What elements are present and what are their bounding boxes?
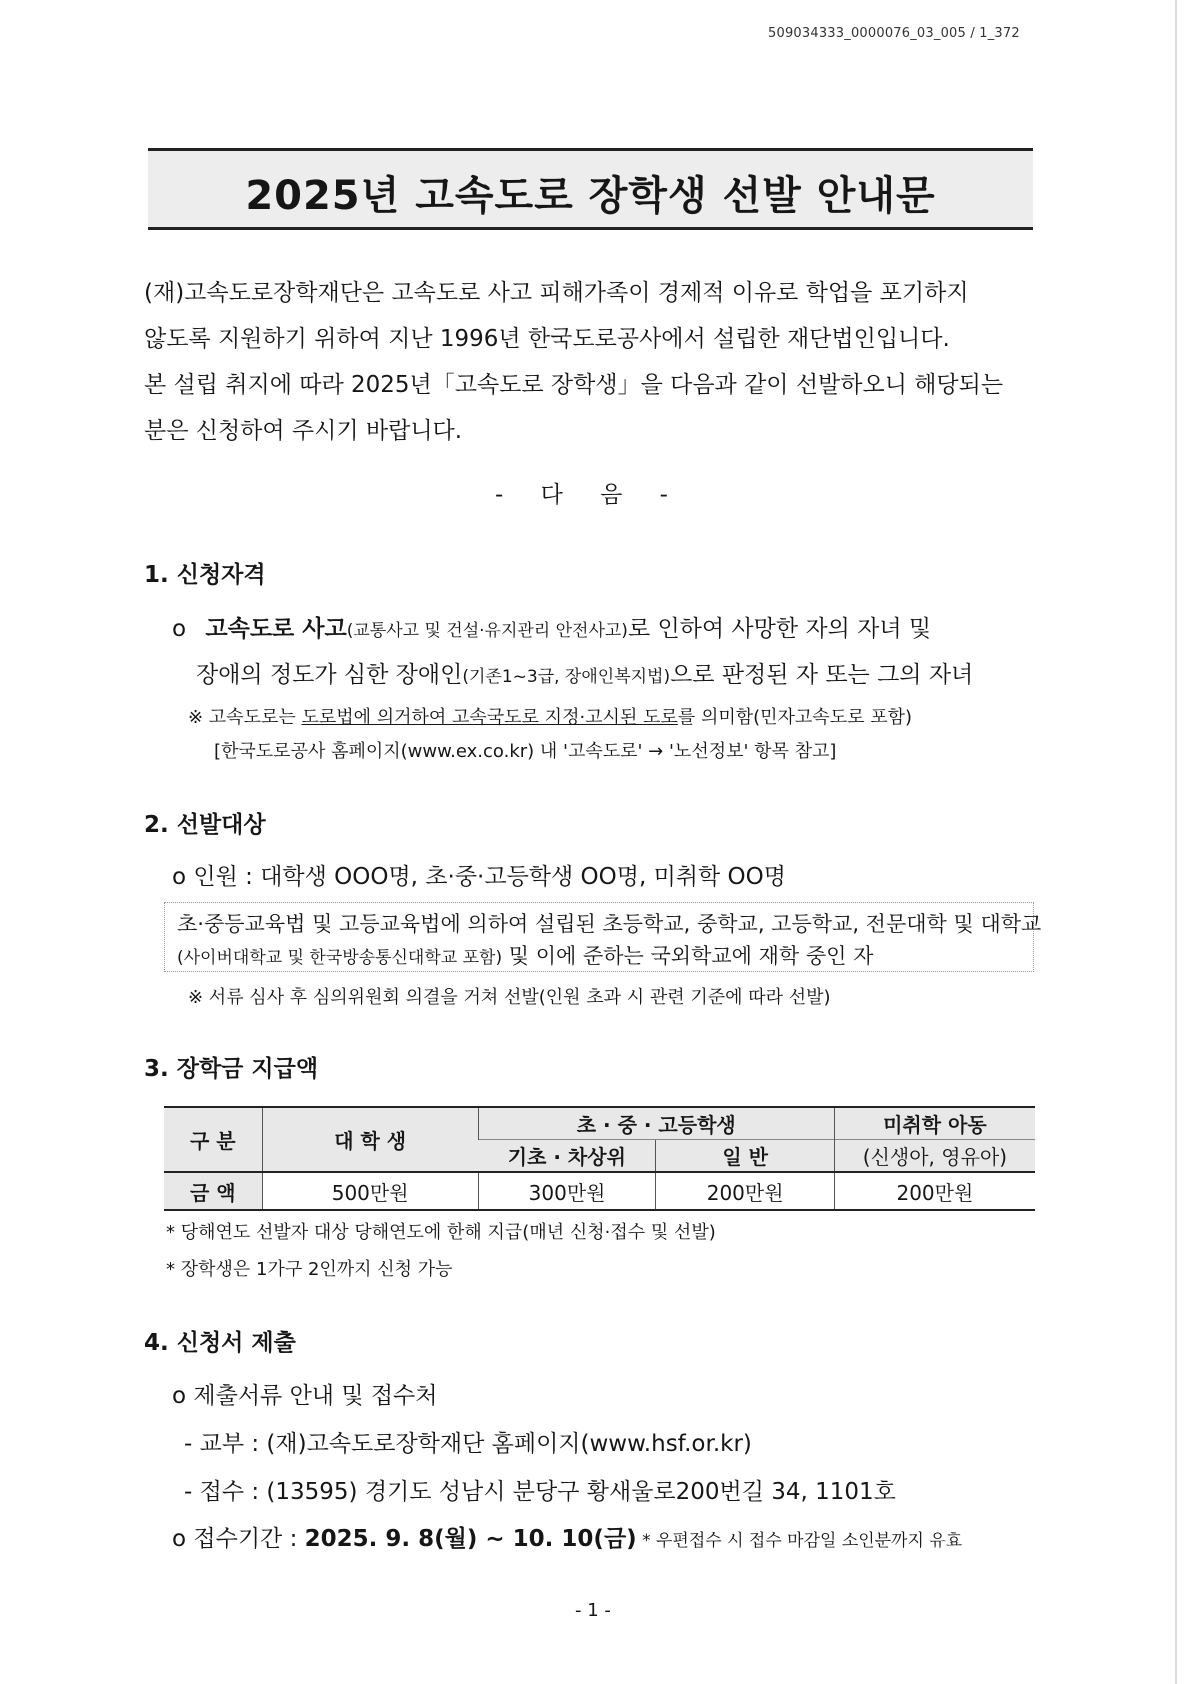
s1-small-text: (교통사고 및 건설·유지관리 안전사고) xyxy=(346,621,628,641)
s1-text: 장애의 정도가 심한 장애인 xyxy=(196,662,463,688)
s4-line-receipt: - 접수 : (13595) 경기도 성남시 분당구 황새울로200번길 34, 1101호 xyxy=(184,1479,896,1505)
s2-box-small-text: (사이버대학교 및 한국방송통신대학교 포함) xyxy=(177,948,503,968)
section-4-heading: 4. 신청서 제출 xyxy=(144,1330,296,1356)
s1-eligibility-line-2 xyxy=(196,656,973,689)
header-university: 대 학 생 xyxy=(262,1107,478,1172)
header-general: 일 반 xyxy=(656,1140,834,1173)
s1-note-underlined: 도로법에 의거하여 고속국도로 지정·고시된 도로 xyxy=(301,707,678,728)
s2-note: ※ 서류 심사 후 심의위원회 의결을 거쳐 선발(인원 초과 시 관련 기준에 따라 선발) xyxy=(188,987,831,1008)
intro-paragraph xyxy=(144,270,1039,454)
s1-note-text: 를 의미함(민자고속도로 포함) xyxy=(677,707,912,728)
s2-box-line-1: 초·중등교육법 및 고등교육법에 의하여 설립된 초등학교, 중학교, 고등학교, 전문대학 및 대학교 xyxy=(177,912,1042,936)
row-label-amount: 금 액 xyxy=(164,1172,262,1210)
header-preschool: 미취학 아동 xyxy=(834,1107,1035,1140)
section-2-heading: 2. 선발대상 xyxy=(144,812,266,838)
s4-line-distribution: - 교부 : (재)고속도로장학재단 홈페이지(www.hsf.or.kr) xyxy=(184,1431,752,1457)
s1-note-1 xyxy=(188,703,912,729)
section-3-heading: 3. 장학금 지급액 xyxy=(144,1056,319,1082)
title-band xyxy=(148,148,1033,230)
cell-basic-amount: 300만원 xyxy=(478,1172,656,1210)
s1-eligibility-line-1 xyxy=(172,610,931,643)
table-row xyxy=(164,1172,1035,1210)
s1-text: 로 인하여 사망한 자의 자녀 및 xyxy=(627,616,932,642)
s4-period-label: o 접수기간 : xyxy=(172,1526,305,1552)
s4-line-1: o 제출서류 안내 및 접수처 xyxy=(172,1383,438,1409)
cell-preschool-amount: 200만원 xyxy=(834,1172,1035,1210)
s1-note-text: ※ 고속도로는 xyxy=(188,707,302,728)
intro-line: 분은 신청하여 주시기 바랍니다. xyxy=(144,418,463,444)
table-header-row xyxy=(164,1107,1035,1140)
s2-box-text: 및 이에 준하는 국외학교에 재학 중인 자 xyxy=(502,944,874,968)
s2-target-box xyxy=(164,902,1042,972)
s1-small-text: (기존1~3급, 장애인복지법) xyxy=(462,667,671,687)
intro-line: 본 설립 취지에 따라 2025년「고속도로 장학생」을 다음과 같이 선발하오니 해당되는 xyxy=(144,372,1004,398)
s4-line-period xyxy=(172,1520,962,1553)
s1-note-2: [한국도로공사 홈페이지(www.ex.co.kr) 내 '고속도로' → '노선정보' 항목 참고] xyxy=(214,741,837,762)
header-preschool-sub: (신생아, 영유아) xyxy=(834,1140,1035,1173)
s3-note-2: * 장학생은 1가구 2인까지 신청 가능 xyxy=(166,1259,453,1280)
s4-period-dates: 2025. 9. 8(월) ~ 10. 10(금) xyxy=(304,1526,637,1552)
da-eum-label: - 다 음 - xyxy=(495,482,668,508)
intro-line: (재)고속도로장학재단은 고속도로 사고 피해가족이 경제적 이유로 학업을 포기하지 xyxy=(144,280,969,306)
s1-text: 으로 판정된 자 또는 그의 자녀 xyxy=(670,662,974,688)
s4-period-note: * 우편접수 시 접수 마감일 소인분까지 유효 xyxy=(636,1531,963,1551)
s3-note-1: * 당해연도 선발자 대상 당해연도에 한해 지급(매년 신청·접수 및 선발) xyxy=(166,1222,716,1243)
cell-university-amount: 500만원 xyxy=(262,1172,478,1210)
header-basic-livelihood: 기초 · 차상위 xyxy=(478,1140,656,1173)
s1-bold-text: 고속도로 사고 xyxy=(205,616,347,642)
section-1-heading: 1. 신청자격 xyxy=(144,562,266,588)
scholarship-table xyxy=(164,1106,1035,1211)
header-school: 초 · 중 · 고등학생 xyxy=(478,1107,834,1140)
page-title: 2025년 고속도로 장학생 선발 안내문 xyxy=(245,173,936,219)
s2-personnel-line: o 인원 : 대학생 OOO명, 초·중·고등학생 OO명, 미취학 OO명 xyxy=(172,864,786,890)
s2-box-line-2 xyxy=(177,940,873,970)
intro-line: 않도록 지원하기 위하여 지난 1996년 한국도로공사에서 설립한 재단법인입니다. xyxy=(144,326,950,352)
document-id: 509034333_0000076_03_005 / 1_372 xyxy=(768,26,1020,41)
bullet: o xyxy=(172,616,187,642)
page-number: - 1 - xyxy=(575,1600,611,1621)
scan-edge xyxy=(1175,0,1177,1684)
cell-general-amount: 200만원 xyxy=(656,1172,834,1210)
header-gubun: 구 분 xyxy=(164,1107,262,1172)
